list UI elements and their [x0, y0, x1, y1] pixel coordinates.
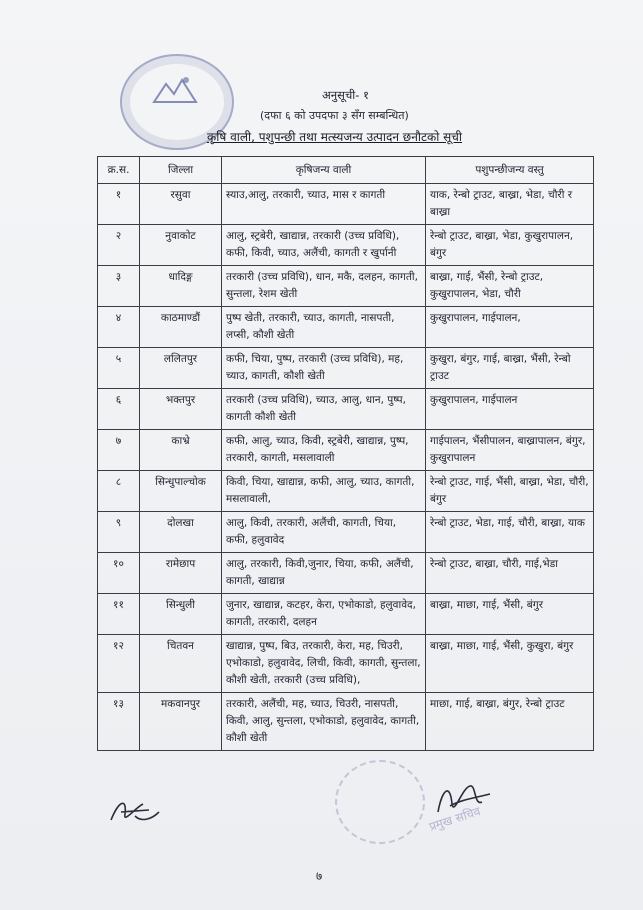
row-district: भक्तपुर — [140, 389, 222, 430]
row-district: सिन्धुली — [140, 594, 222, 635]
row-serial: ९ — [98, 512, 140, 553]
schedule-number: अनुसूची- १ — [322, 88, 370, 102]
row-livestock: कुखुरापालन, गाईपालन, — [426, 307, 594, 348]
row-serial: १२ — [98, 635, 140, 693]
row-serial: १३ — [98, 693, 140, 751]
products-table — [97, 156, 594, 751]
table-row — [98, 553, 594, 594]
row-serial: २ — [98, 225, 140, 266]
row-crops: तरकारी, अलैंची, मह, च्याउ, चिउरी, नासपती, किवी, आलु, सुन्तला, एभोकाडो, हलुवावेद, कागती, कौशी खेती — [222, 693, 426, 751]
row-livestock: बाख्रा, माछा, गाई, भैंसी, कुखुरा, बंगुर — [426, 635, 594, 693]
row-serial: ३ — [98, 266, 140, 307]
table-row — [98, 693, 594, 751]
row-crops: तरकारी (उच्च प्रविधि), धान, मकै, दलहन, कागती, सुन्तला, रेशम खेती — [222, 266, 426, 307]
row-livestock: कुखुरा, बंगुर, गाई, बाख्रा, भैंसी, रेन्बो ट्राउट — [426, 348, 594, 389]
row-livestock: कुखुरापालन, गाईपालन — [426, 389, 594, 430]
row-crops: कफी, आलु, च्याउ, किवी, स्ट्रबेरी, खाद्यान्न, पुष्प, तरकारी, कागती, मसलावाली — [222, 430, 426, 471]
row-district: काठमाण्डौं — [140, 307, 222, 348]
row-district: दोलखा — [140, 512, 222, 553]
table-row — [98, 348, 594, 389]
row-serial: ७ — [98, 430, 140, 471]
row-district: चितवन — [140, 635, 222, 693]
row-livestock: बाख्रा, माछा, गाई, भैंसी, बंगुर — [426, 594, 594, 635]
row-crops: आलु, स्ट्रबेरी, खाद्यान्न, तरकारी (उच्च प्रविधि), कफी, किवी, च्याउ, अलैंची, कागती र खुर्पानी — [222, 225, 426, 266]
table-row — [98, 512, 594, 553]
row-district: मकवानपुर — [140, 693, 222, 751]
row-district: नुवाकोट — [140, 225, 222, 266]
table-header-row — [98, 157, 594, 184]
row-livestock: रेन्बो ट्राउट, बाख्रा, भेडा, कुखुरापालन, बंगुर — [426, 225, 594, 266]
column-header-serial: क्र.स. — [98, 157, 140, 184]
row-livestock: माछा, गाई, बाख्रा, बंगुर, रेन्बो ट्राउट — [426, 693, 594, 751]
row-livestock: गाईपालन, भैंसीपालन, बाख्रापालन, बंगुर, कुखुरापालन — [426, 430, 594, 471]
table-row — [98, 184, 594, 225]
row-livestock: रेन्बो ट्राउट, भेडा, गाई, चौरी, बाख्रा, याक — [426, 512, 594, 553]
row-district: धादिङ्ग — [140, 266, 222, 307]
row-crops: किवी, चिया, खाद्यान्न, कफी, आलु, च्याउ, कागती, मसलावाली, — [222, 471, 426, 512]
table-row — [98, 471, 594, 512]
row-crops: जुनार, खाद्यान्न, कटहर, केरा, एभोकाडो, हलुवावेद, कागती, तरकारी, दलहन — [222, 594, 426, 635]
row-crops: तरकारी (उच्च प्रविधि), च्याउ, आलु, धान, पुष्प, कागती कौशी खेती — [222, 389, 426, 430]
row-crops: स्याउ,आलु, तरकारी, च्याउ, मास र कागती — [222, 184, 426, 225]
row-district: सिन्धुपाल्चोक — [140, 471, 222, 512]
row-serial: ६ — [98, 389, 140, 430]
table-row — [98, 225, 594, 266]
table-row — [98, 307, 594, 348]
row-crops: कफी, चिया, पुष्प, तरकारी (उच्च प्रविधि), मह, च्याउ, कागती, कौशी खेती — [222, 348, 426, 389]
signature-left — [105, 790, 165, 830]
row-livestock: रेन्बो ट्राउट, बाख्रा, चौरी, गाई,भेडा — [426, 553, 594, 594]
row-serial: १ — [98, 184, 140, 225]
row-livestock: याक, रेन्बो ट्राउट, बाख्रा, भेडा, चौरी र बाख्रा — [426, 184, 594, 225]
column-header-crops: कृषिजन्य वाली — [222, 157, 426, 184]
row-crops: आलु, तरकारी, किवी,जुनार, चिया, कफी, अलैंची, कागती, खाद्यान्न — [222, 553, 426, 594]
row-serial: ११ — [98, 594, 140, 635]
row-crops: आलु, किवी, तरकारी, अलैंची, कागती, चिया, कफी, हलुवावेद — [222, 512, 426, 553]
table-row — [98, 389, 594, 430]
row-district: रामेछाप — [140, 553, 222, 594]
section-reference: (दफा ६ को उपदफा ३ सँग सम्बन्धित) — [260, 109, 409, 122]
official-stamp — [335, 760, 425, 844]
table-row — [98, 594, 594, 635]
column-header-livestock: पशुपन्छीजन्य वस्तु — [426, 157, 594, 184]
row-livestock: रेन्बो ट्राउट, गाई, भैंसी, बाख्रा, भेडा, चौरी, बंगुर — [426, 471, 594, 512]
mountain-emblem-icon — [152, 74, 198, 104]
row-serial: ४ — [98, 307, 140, 348]
table-row — [98, 635, 594, 693]
row-district: ललितपुर — [140, 348, 222, 389]
row-crops: खाद्यान्न, पुष्प, बिउ, तरकारी, केरा, मह, चिउरी, एभोकाडो, हलुवावेद, लिची, किवी, कागती, सुन्तला, कौशी खेती, तरकारी (उच्च प्रविधि), — [222, 635, 426, 693]
chief-secretary-stamp: प्रमुख सचिव — [427, 804, 483, 834]
row-livestock: बाख्रा, गाई, भैंसी, रेन्बो ट्राउट, कुखुरापालन, भेडा, चौरी — [426, 266, 594, 307]
table-row — [98, 430, 594, 471]
column-header-district: जिल्ला — [140, 157, 222, 184]
row-district: रसुवा — [140, 184, 222, 225]
row-serial: ८ — [98, 471, 140, 512]
row-serial: ५ — [98, 348, 140, 389]
page-number: ७ — [316, 869, 323, 883]
table-row — [98, 266, 594, 307]
document-title: कृषि वाली, पशुपन्छी तथा मत्स्यजन्य उत्पादन छनौटको सूची — [207, 130, 463, 144]
row-district: काभ्रे — [140, 430, 222, 471]
row-serial: १० — [98, 553, 140, 594]
row-crops: पुष्प खेती, तरकारी, च्याउ, कागती, नासपती, लप्सी, कौशी खेती — [222, 307, 426, 348]
